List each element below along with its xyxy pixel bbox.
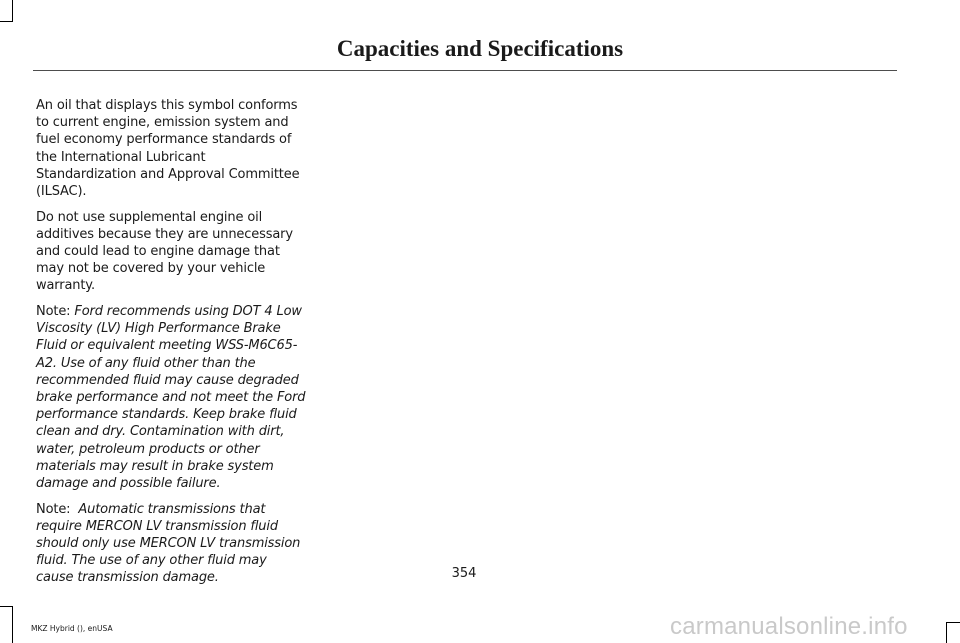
page-number: 354 [451, 566, 477, 581]
note-text: Automatic transmissions that require MERCON LV transmission fluid should only use MERCON LV transmission fluid. The use of any other fluid may cause transmission damage. [36, 501, 301, 586]
paragraph-ilsac: An oil that displays this symbol conforms to current engine, emission system and fuel economy performance standards of the International Lubricant Standardization and Approval Committee (ILSAC). [36, 98, 300, 200]
crop-mark-top-left-vertical [12, 0, 13, 22]
note-label: Note: [36, 501, 71, 517]
paragraph-oil-additives: Do not use supplemental engine oil additives because they are unnecessary and could lead to engine damage that may not be covered by your vehicle warranty. [36, 209, 293, 294]
text-column [36, 97, 308, 595]
crop-mark-bottom-right-vertical [946, 622, 947, 643]
note-brake-fluid [36, 303, 308, 492]
note-text: Ford recommends using DOT 4 Low Viscosity (LV) High Performance Brake Fluid or equivalent meeting WSS-M6C65-A2. Use of any fluid other than the recommended fluid may cause degraded brake performance and not meet the Ford performance standards. Keep brake fluid clean and dry. Contamination with dirt, water, petroleum products or other materials may result in brake system damage and possible failure. [36, 304, 306, 492]
footer-doc-id: MKZ Hybrid (), enUSA [31, 624, 113, 633]
note-label: Note: [36, 304, 71, 320]
crop-mark-bottom-left-horizontal [0, 606, 13, 607]
crop-mark-top-left-horizontal [0, 21, 13, 22]
watermark-text: carmanualsonline.info [670, 613, 908, 640]
header-rule [33, 70, 897, 71]
crop-mark-bottom-right-horizontal [946, 622, 960, 623]
crop-mark-bottom-left-vertical [12, 606, 13, 643]
page-title: Capacities and Specifications [336, 36, 624, 61]
